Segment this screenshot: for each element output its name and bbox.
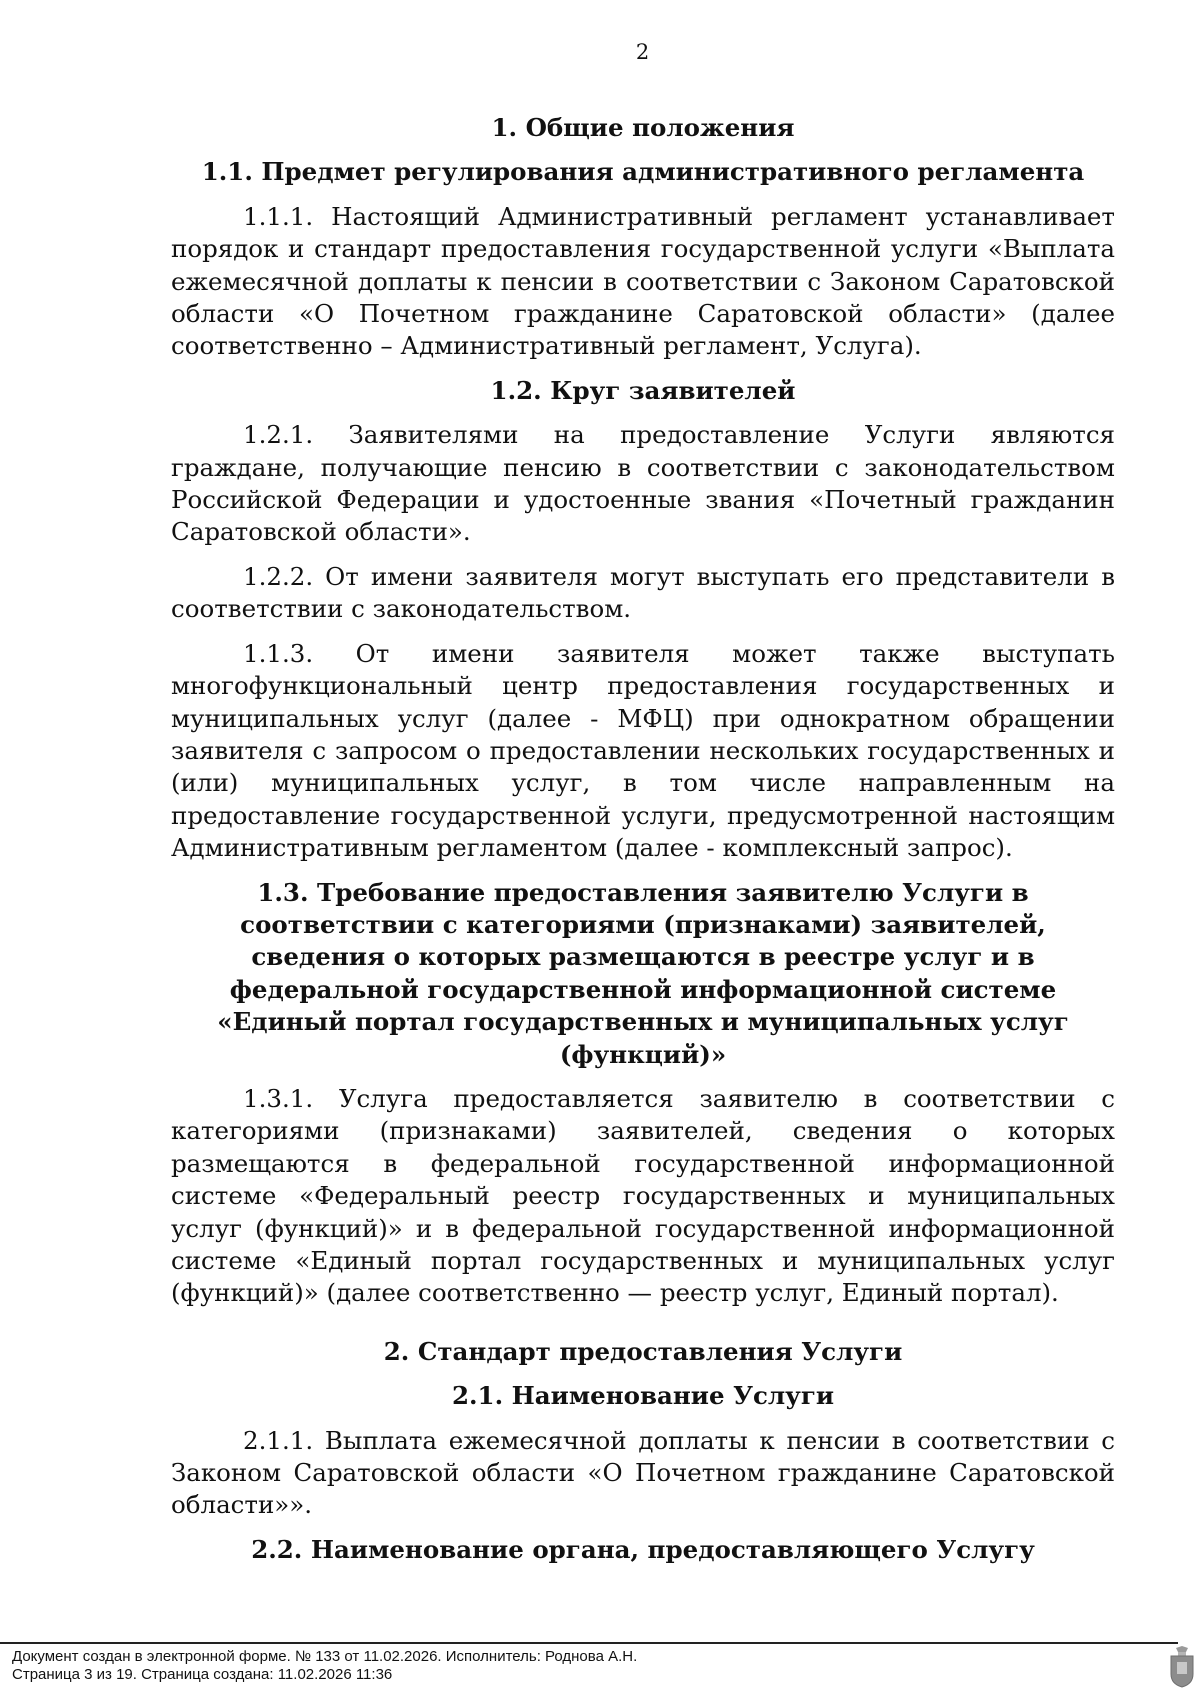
document-footer bbox=[0, 1638, 1200, 1698]
section-2-1-heading: 2.1. Наименование Услуги bbox=[451, 1381, 835, 1411]
paragraph-1-3-1: 1.3.1. Услуга предоставляется заявителю в соответствии с категориями (признаками) заявителей, сведения о которых размещаются в федеральной государственной информационной системе «Федеральный реестр государственных и муниципальных услуг (функций)» и в федеральной государственной информационной системе «Единый портал государственных и муниципальных услуг (функций)» (далее соответственно — реестр услуг, Единый портал). bbox=[171, 1083, 1115, 1308]
section-1-2-heading: 1.2. Круг заявителей bbox=[490, 375, 796, 405]
coat-of-arms-icon bbox=[1168, 1646, 1196, 1688]
section-1-3-heading: 1.3. Требование предоставления заявителю Услуги в соответствии с категориями (признаками) заявителей, сведения о которых размещаются в реестре услуг и в федеральной государственной информационной системе «Единый портал государственных и муниципальных услуг (функций)» bbox=[217, 877, 1069, 1069]
document-body bbox=[171, 112, 1115, 1578]
paragraph-1-2-1: 1.2.1. Заявителями на предоставление Услуги являются граждане, получающие пенсию в соответствии с законодательством Российской Федерации и удостоенные звания «Почетный гражданин Саратовской области». bbox=[171, 420, 1115, 547]
section-2-heading: 2. Стандарт предоставления Услуги bbox=[383, 1336, 903, 1366]
footer-divider bbox=[0, 1642, 1178, 1644]
section-1-1-heading: 1.1. Предмет регулирования административного регламента bbox=[201, 157, 1085, 187]
page-number: 2 bbox=[635, 40, 650, 64]
footer-line-1: Документ создан в электронной форме. № 133 от 11.02.2026. Исполнитель: Роднова А.Н. bbox=[12, 1648, 638, 1665]
paragraph-1-1-3: 1.1.3. От имени заявителя может также выступать многофункциональный центр предоставления государственных и муниципальных услуг (далее - МФЦ) при однократном обращении заявителя с запросом о предоставлении нескольких государственных и (или) муниципальных услуг, в том числе направленным на предоставление государственной услуги, предусмотренной настоящим Административным регламентом (далее - комплексный запрос). bbox=[171, 638, 1115, 863]
footer-line-2: Страница 3 из 19. Страница создана: 11.02.2026 11:36 bbox=[12, 1666, 393, 1683]
section-1-heading: 1. Общие положения bbox=[491, 113, 795, 142]
paragraph-1-2-2: 1.2.2. От имени заявителя могут выступать его представители в соответствии с законодательством. bbox=[171, 561, 1115, 624]
paragraph-2-1-1: 2.1.1. Выплата ежемесячной доплаты к пенсии в соответствии с Законом Саратовской области «О Почетном гражданине Саратовской области»». bbox=[171, 1425, 1115, 1520]
footer-text bbox=[12, 1648, 637, 1684]
section-2-2-heading: 2.2. Наименование органа, предоставляющего Услугу bbox=[251, 1534, 1035, 1564]
paragraph-1-1-1: 1.1.1. Настоящий Административный регламент устанавливает порядок и стандарт предоставления государственной услуги «Выплата ежемесячной доплаты к пенсии в соответствии с Законом Саратовской области «О Почетном гражданине Саратовской области» (далее соответственно – Административный регламент, Услуга). bbox=[171, 201, 1115, 361]
